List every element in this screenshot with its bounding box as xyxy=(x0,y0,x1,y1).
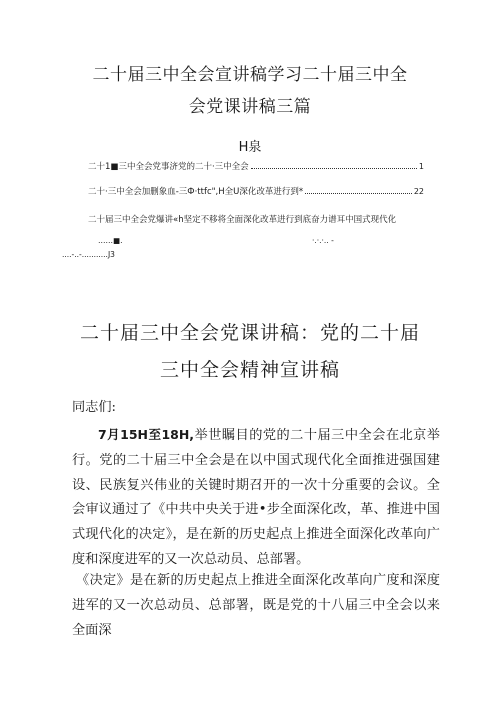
toc-entry-3-text: 二十届三中全会党爆讲«h坚定不移将全面深化改革进行到底奋力谱耳中国式现代化 xyxy=(88,215,397,225)
toc-entry-3[interactable] xyxy=(88,213,424,225)
toc-leader-dots xyxy=(305,187,412,194)
toc-entry-3-page-line: ....-..-...........J3 xyxy=(62,250,115,259)
toc-entry-3-fragment: ·.·.·.. - xyxy=(312,236,334,245)
document-title-line-1: 二十届三中全会宣讲稿学习二十届三中全 xyxy=(92,65,408,85)
toc-heading: H泉 xyxy=(238,140,262,155)
paragraph-1 xyxy=(72,423,440,573)
toc-entry-1-text: 二十1■三中全会党事济党的二十·三中全会 xyxy=(88,162,249,172)
toc-entry-2-page: 22 xyxy=(413,187,424,196)
section-title-line-2: 三中全会精神宣讲稿 xyxy=(159,359,340,381)
paragraph-1-text: 举世瞩目的党的二十届三中全会在北京举行。党的二十届三中全会是在以中国式现代化全面推进强国建设、民族复兴伟业的关键时期召开的一次十分重要的会议。全会审议通过了《中共中央关于进•步全面深化改，革、推进中国式现代化的决定》，是在新的历史起点上推进全面深化改革向广度和深度进军的又一次总动员、总部署。 xyxy=(72,428,440,567)
paragraph-1-date: 7月15H至18H, xyxy=(98,427,195,442)
section-title-line-1: 二十届三中全会党课讲稿：党的二十届 xyxy=(79,322,420,344)
toc-entry-1-page: 1 xyxy=(418,162,424,171)
toc-entry-2[interactable] xyxy=(88,185,424,197)
toc-entry-3-fragment: ……■. xyxy=(98,236,123,245)
paragraph-2: 《决定》是在新的历史起点上推进全面深化改革向广度和深度进军的又一次总动员、总部署，既是党的十八届三中全会以来全面深 xyxy=(72,573,440,638)
document-title-line-2: 会党课讲稿三篇 xyxy=(188,97,312,117)
toc-leader-dots xyxy=(251,162,417,169)
toc-entry-2-text: 二十·三中全会加删象血-三Ф·ttfc",H全U深化改革进行到* xyxy=(88,187,304,197)
greeting: 同志们: xyxy=(72,400,117,415)
toc-entry-1[interactable] xyxy=(88,160,424,172)
